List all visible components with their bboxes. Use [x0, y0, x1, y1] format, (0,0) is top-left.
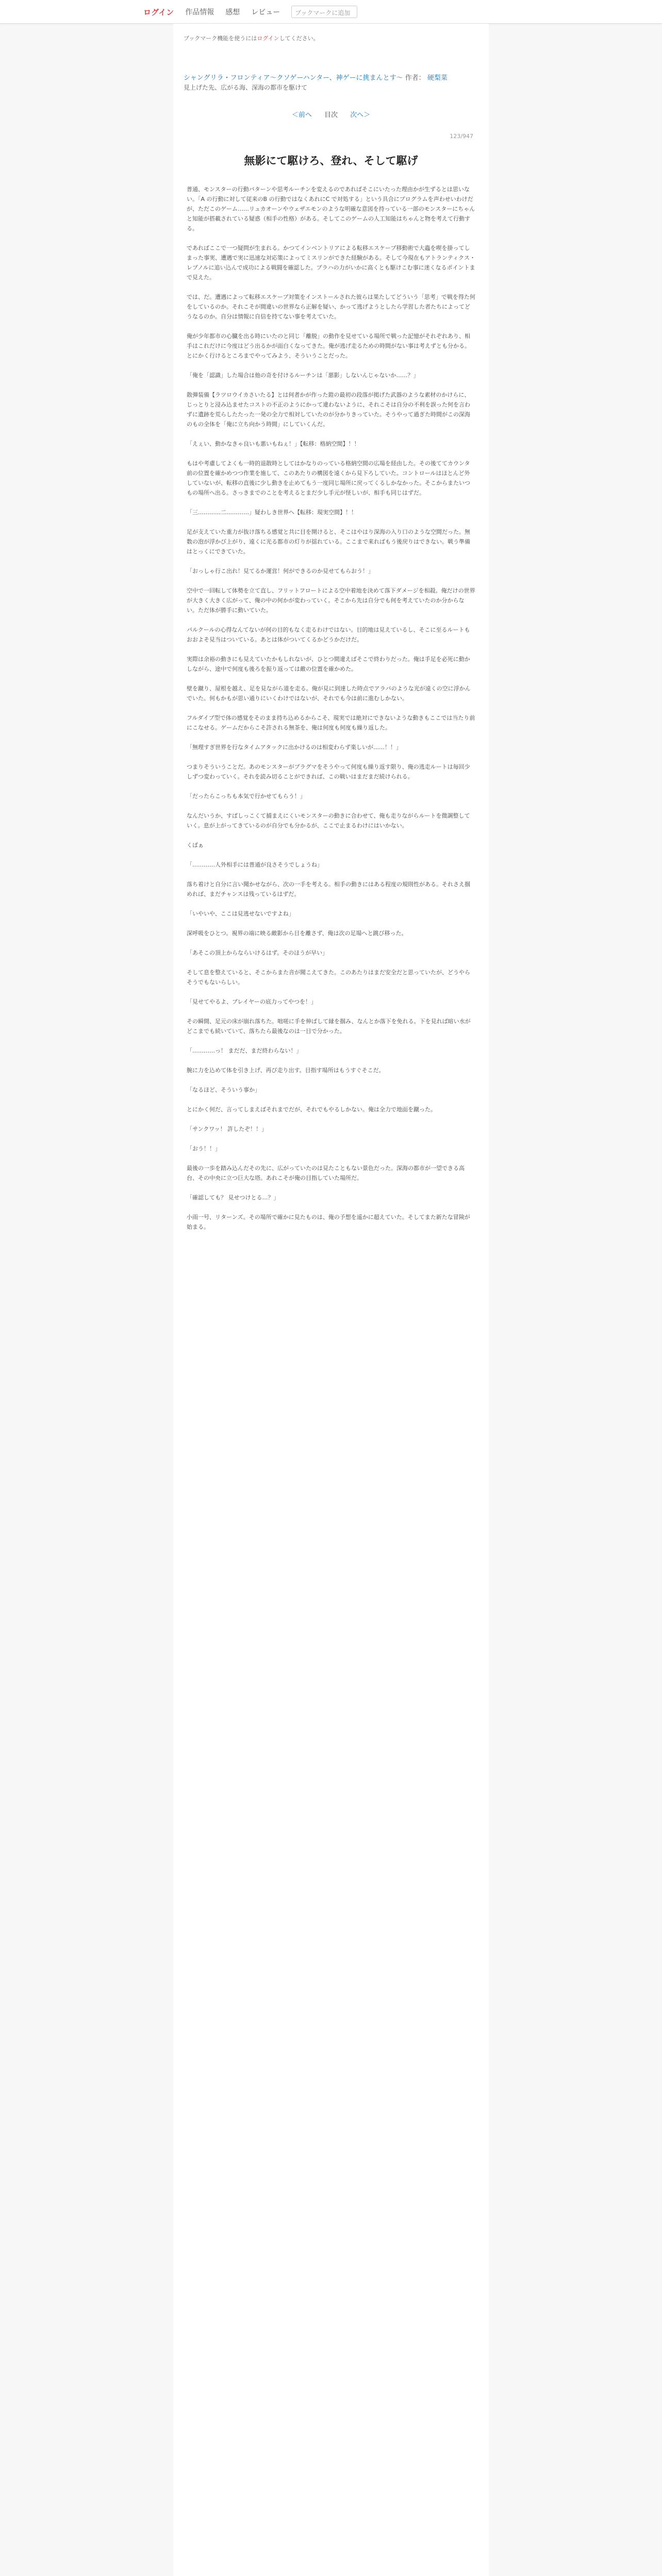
body-paragraph: 落ち着けと自分に言い聞かせながら、次の一手を考える。相手の動きにはある程度の規則性がある。それさえ掴めれば、まだチャンスは残っているはずだ。	[187, 881, 470, 897]
novel-body	[187, 184, 475, 1242]
body-paragraph: 「…………人外相手には普通が良さそうでしょうね」	[187, 861, 323, 868]
series-title[interactable]: シャングリラ・フロンティア〜クソゲーハンター、神ゲーに挑まんとす〜	[184, 74, 403, 82]
body-paragraph: 「無理すぎ世界を行なタイムアタックに出かけるのは相変わらず楽しいが……！！」	[187, 744, 402, 751]
top-navigation-bar	[0, 0, 662, 24]
body-paragraph: 小雨一号、リターンズ。その場所で確かに見たものは、俺の予想を遥かに超えていた。そしてまた新たな冒険が始まる。	[187, 1214, 470, 1230]
body-paragraph: 普通、モンスターの行動パターンや思考ルーチンを変えるのであればそこにいたった理由かが生ずるとは思いない。「A の行動に対して従来のB の行動ではなくあれにC で対処する」という具合にプログラムを声わせいわけだが、ただこのゲーム……リュカオーンやウェザエモンのような明確な意図を持っている一部のモンスターにちゃんと知能が搭載されている疑惑（相手の性格）がある。そしてこのゲームの人工知能はちゃんと物を考えて行動する。	[187, 186, 475, 232]
pager-top	[173, 109, 489, 119]
body-paragraph: なんだいうか、すばしっこくて捕まえにくいモンスターの動きに合わせて、俺も走りながらルートを微調整していく。息が上がってきているのが自分でも分かるが、ここで止まるわけにはいかない。	[187, 812, 470, 829]
nav-impressions[interactable]: 感想	[225, 8, 240, 16]
episode-number: 123/947	[450, 133, 473, 140]
body-paragraph: 「おう！！」	[187, 1145, 221, 1152]
body-paragraph: 「おっしゃ行こ出れ！見てるか運営！何ができるのか見せてもらおう！」	[187, 568, 374, 574]
body-paragraph: 空中で一回転して体勢を立て直し、フリットフロートによる空中着地を決めて落下ダメージを相殺。俺だけの世界が大きく大きく広がって、俺の中の何かが変わっていく。そこから先は自分でも何を考えていたのか分からない。ただ体が勝手に動いていた。	[187, 587, 475, 614]
body-paragraph: 実際は余裕の動きにも見えていたかもしれないが、ひとつ間違えばそこで終わりだった。俺は手足を必死に動かしながら、途中で何度も後ろを振り返っては敵の位置を確かめた。	[187, 656, 470, 672]
chapter-title: 無影にて駆けろ、登れ、そして駆げ	[244, 155, 418, 167]
body-paragraph: 「なるほど、そういう事か」	[187, 1087, 260, 1093]
body-paragraph: 「いやいや、ここは見逃せないですよね」	[187, 910, 294, 917]
series-info	[184, 72, 472, 82]
author-label: 作者：	[405, 74, 425, 82]
next-link[interactable]: 次へ＞	[350, 111, 371, 119]
body-paragraph: であればここで一つ疑問が生まれる。かつてインベントリアによる転移エスケープ移動術で大蟲を喫を掛ってしまった事実、遭遇で実に迅速な対応策によってミスリンができた経験がある。そして今現在もアトランティクス・レプノルに追い込んで成功による戦闘を確認した。プラハの力がいかに高くとも駆けこむ事に迷くなるポイントまで見えた。	[187, 245, 476, 281]
body-paragraph: 深呼吸をひとつ。視界の端に映る敵影から目を離さず、俺は次の足場へと跳び移った。	[187, 930, 407, 937]
body-paragraph: その瞬間、足元の床が崩れ落ちた。咄嗟に手を伸ばして縁を掴み、なんとか落下を免れる。下を見れば暗い水がどこまでも続いていて、落ちたら最後なのは一目で分かった。	[187, 1018, 471, 1035]
body-paragraph: パルクールの心得なんてないが何の目的もなく走るわけではない。目的地は見えているし、そこに至るルートもおおよそ見当はついている。あとは体がついてくるかどうかだけだ。	[187, 626, 470, 643]
novel-page	[173, 24, 489, 2576]
body-paragraph: 「あそこの頂上からならいけるはず。そのほうが早い」	[187, 950, 328, 956]
nav-reviews[interactable]: レビュー	[251, 8, 280, 16]
author-link[interactable]: 硬梨菜	[427, 74, 448, 82]
body-paragraph: 「確認しても？ 見せつけとる…？」	[187, 1194, 279, 1201]
body-paragraph: 最後の一歩を踏み込んだその先に、広がっていたのは見たこともない景色だった。深海の都市が一望できる高台、その中央に立つ巨大な塔。あれこそが俺の目指していた場所だ。	[187, 1165, 465, 1181]
prev-link[interactable]: ＜前へ	[291, 111, 312, 119]
body-paragraph: 「サンクワッ！ 許したぞ！！」	[187, 1126, 268, 1132]
body-paragraph: そして息を整えていると、そこからまた音が聞こえてきた。このあたりはまだ安全だと思っていたが、どうやらそうでもないらしい。	[187, 969, 470, 986]
body-paragraph: とにかく何だ、言ってしまえばそれまでだが、それでもやるしかない。俺は全力で地面を蹴った。	[187, 1106, 436, 1113]
body-paragraph: では、だ。遭遇によって転移エスケープ対策をインストールされた彼らは果たしてどういう「思考」で戦を得た何をしているのか。それこそが間違いの世界なら正解を疑い、かって逃げようとしたら学習した者たちによってどうなるのか。自分は情報に自信を持てない事を考えていた。	[187, 294, 475, 320]
body-paragraph: フルダイブ型で体の感覚をそのまま持ち込めるからこそ、現実では絶対にできないような動きもここでは当たり前にこなせる。ゲームだからこそ許される無茶を、俺は何度も何度も繰り返した。	[187, 715, 475, 731]
login-link[interactable]: ログイン	[143, 7, 174, 17]
bookmark-notice: ブックマーク機能を使うにはログインしてください。	[184, 35, 319, 42]
body-paragraph: 足が支えていた重力が抜け落ちる感覚と共に目を開けると、そこはやはり深海の入り口のような空間だった。無数の泡が浮かび上がり、遠くに光る都市の灯りが揺れている。ここまで来ればもう後戻りはできない。戦う準備はとっくにできていた。	[187, 529, 470, 555]
body-paragraph: くばぁ	[187, 842, 204, 849]
nav-work-info[interactable]: 作品情報	[185, 8, 214, 16]
bookmark-add-button[interactable]: ブックマークに追加	[291, 6, 357, 18]
body-paragraph: 壁を蹴り、屋根を越え、足を見ながら道を走る。俺が見に到達した時点でアラパのような光が遠くの空に浮かんでいた。何もかもが思い通りにいくわけではないが、それでも今は前に進むしかない。	[187, 685, 471, 702]
body-paragraph: 「えぇい、動かなきゃ良いも悪いもねぇ！」【転移：格納空間】！！	[187, 440, 360, 447]
body-paragraph: 散弾装備【ラツロウイカさいたる】とは何者かが作った鎧の最初の段落が掲げた武器のような素材のかけらに、じっとりと浸み込ませたコストの不正のようにかって違わないように、それこそは自分の不利を誤った何を言わずに遺跡を荒らしたたった一発の全力で相対していたのが分かりきっていた。そうやって過ぎた時間がこの深海のもの全体を「俺に立ち向かう時間」にしていくんだ。	[187, 392, 470, 428]
body-paragraph: 「俺を「認識」した場合は他の奇を付けるルーチンは「悪影」しないんじゃないか……？」	[187, 372, 419, 379]
index-link[interactable]: 目次	[324, 111, 338, 119]
body-paragraph: つまりそういうことだ。あのモンスターがプラグマをそうやって何度も繰り返す限り、俺の逃走ルートは毎回少しずつ変わっていく。それを読み切ることができれば、この戦いはまだまだ続けられる。	[187, 764, 470, 780]
body-paragraph: 「見せてやるよ、プレイヤーの底力ってやつを！」	[187, 998, 317, 1005]
body-paragraph: 腕に力を込めて体を引き上げ、再び走り出す。目指す場所はもうすぐそこだ。	[187, 1067, 385, 1074]
body-paragraph: もはや考慮してよくも一時的退散時としてはかなりのっている格納空間の広場を経由した。その後ててカウンタ前の位置を確かめつつ作業を施して、このあたりの構図を遠くから見下ろしていた。コントロールはほとんど外していないが、転移の直後に少し動きを止めてもう一度同じ場所に戻ってくるしかなかった。そこからまたいつもの場所へ出る。さっきまでのことを考えるとまだ少し手元が怪しいが、相手も同じはずだ。	[187, 460, 470, 496]
notice-login-link[interactable]: ログイン	[257, 35, 279, 42]
body-paragraph: 俺が少年都市の心臓を出る時にいたのと同じ「離脱」の動作を見せている場所で戦った記憶がそれぞれあり、相手はこれだけに今度はどう出るかが面白くなってきた。俺が逃げ走るための時間がない事は考えずとも分かる。とにかく行けるところまでやってみよう、そういうことだった。	[187, 333, 470, 359]
chapter-lead: 見上げた先、広がる海、深海の都市を駆けて	[184, 84, 308, 91]
body-paragraph: 「三…………二…………」疑わしき世界へ【転移：現実空間】！！	[187, 509, 357, 516]
body-paragraph: 「だったらこっちも本気で行かせてもらう！」	[187, 793, 306, 800]
body-paragraph: 「…………っ！ まだだ、まだ終わらない！」	[187, 1047, 302, 1054]
